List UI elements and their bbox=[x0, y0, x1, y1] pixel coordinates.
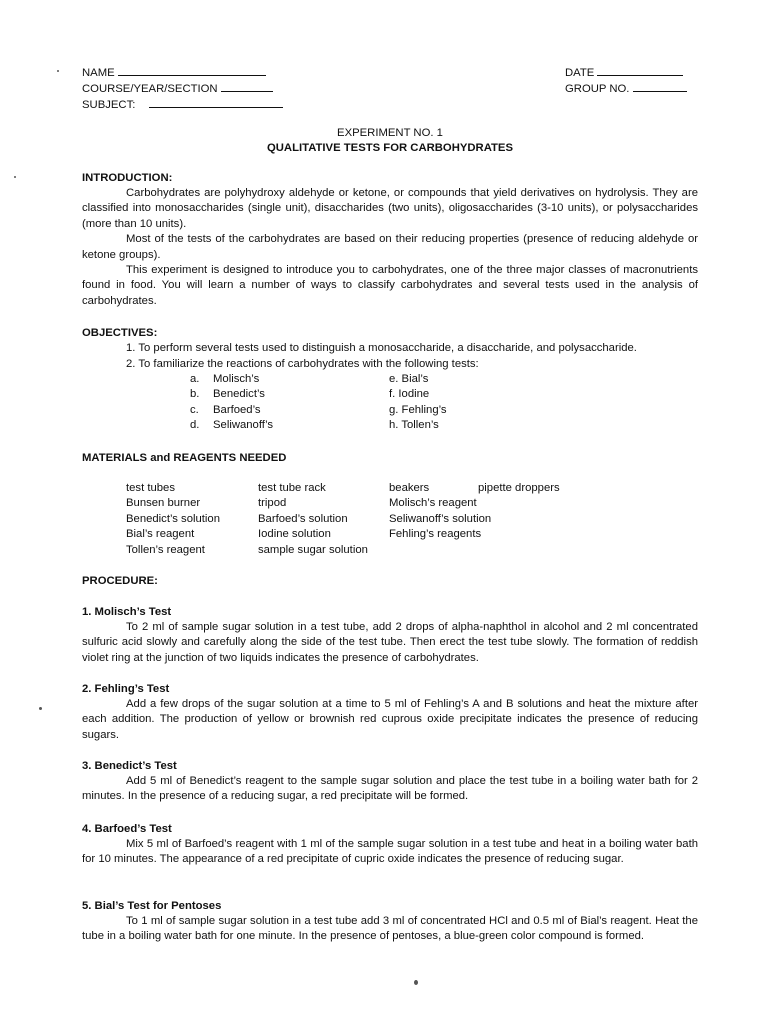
materials-col-4 bbox=[478, 481, 560, 496]
scan-speck bbox=[39, 707, 42, 710]
date-field bbox=[565, 64, 683, 81]
material-item: test tube rack bbox=[258, 482, 326, 494]
test-description: Add a few drops of the sugar solution at a time to 5 ml of Fehling’s A and B solutions and heat the mixture after each addition. The production of yellow or brownish red cuprous oxide precipitate indicates the presence of reducing sugars. bbox=[82, 698, 698, 741]
date-label: DATE bbox=[565, 67, 595, 79]
intro-paragraph: Carbohydrates are polyhydroxy aldehyde or ketone, or compounds that yield derivatives on hydrolysis. They are classified into monosaccharides (single unit), disaccharides (two units), oligosaccharides (3-10 units), or polysaccharides (more than 10 units). bbox=[82, 187, 698, 230]
introduction-body bbox=[82, 186, 698, 309]
subject-field bbox=[82, 96, 283, 113]
material-item: pipette droppers bbox=[478, 482, 560, 494]
material-item: beakers bbox=[389, 482, 430, 494]
material-item: sample sugar solution bbox=[258, 543, 368, 556]
material-item: Bunsen burner bbox=[126, 497, 201, 510]
date-blank bbox=[597, 64, 683, 76]
course-label: COURSE/YEAR/SECTION bbox=[82, 83, 218, 95]
test-title: 2. Fehling’s Test bbox=[82, 683, 170, 695]
test-item: b. Benedict’s bbox=[190, 388, 265, 401]
procedure-heading: PROCEDURE: bbox=[82, 575, 158, 587]
intro-paragraph: Most of the tests of the carbohydrates are based on their reducing properties (presence of reducing aldehyde or ketone groups). bbox=[82, 233, 698, 261]
material-item: test tubes bbox=[126, 482, 175, 494]
material-item: Seliwanoff’s solution bbox=[389, 512, 492, 525]
test-description: To 2 ml of sample sugar solution in a test tube, add 2 drops of alpha-naphthol in alcohol and 2 ml concentrated sulfuric acid slowly and carefully along the side of the test tube. Then erect the test tube slowly. The formation of reddish violet ring at the junction of two liquids indicates the presence of carbohydrates. bbox=[82, 621, 698, 664]
test-title: 4. Barfoed’s Test bbox=[82, 823, 172, 835]
material-item: Barfoed’s solution bbox=[258, 512, 348, 525]
name-field bbox=[82, 64, 266, 81]
test-description: Mix 5 ml of Barfoed’s reagent with 1 ml of the sample sugar solution in a test tube and heat in a boiling water bath for 10 minutes. The appearance of a red precipitate of cupric oxide indicates the presence of reducing sugar. bbox=[82, 838, 698, 866]
material-item: tripod bbox=[258, 497, 287, 510]
test-title: 5. Bial’s Test for Pentoses bbox=[82, 900, 222, 912]
name-label: NAME bbox=[82, 67, 115, 79]
material-item: Iodine solution bbox=[258, 528, 331, 541]
materials-col-3 bbox=[389, 481, 491, 543]
test-item: g. Fehling’s bbox=[389, 403, 447, 416]
introduction-heading: INTRODUCTION: bbox=[82, 172, 173, 184]
scan-speck bbox=[414, 980, 418, 985]
objectives-heading: OBJECTIVES: bbox=[82, 327, 158, 339]
test-item: d. Seliwanoff’s bbox=[190, 419, 274, 432]
materials-heading: MATERIALS and REAGENTS NEEDED bbox=[82, 452, 287, 464]
scan-speck bbox=[14, 176, 16, 178]
test-item: h. Tollen’s bbox=[389, 419, 439, 432]
page-title: QUALITATIVE TESTS FOR CARBOHYDRATES bbox=[266, 142, 514, 154]
material-item: Molisch’s reagent bbox=[389, 497, 477, 510]
test-description: To 1 ml of sample sugar solution in a test tube add 3 ml of concentrated HCl and 0.5 ml of Bial’s reagent. Heat the tube in a boiling water bath for one minute. In the presence of pentoses, a blue-green color compound is formed. bbox=[82, 915, 698, 943]
material-item: Fehling’s reagents bbox=[389, 528, 482, 541]
test-item: a. Molisch’s bbox=[190, 373, 260, 385]
course-field bbox=[82, 80, 273, 97]
course-blank bbox=[221, 80, 273, 92]
scan-speck bbox=[57, 70, 59, 72]
materials-col-2 bbox=[258, 481, 368, 558]
test-item: e. Bial’s bbox=[389, 373, 429, 385]
test-title: 1. Molisch’s Test bbox=[82, 606, 172, 618]
experiment-number: EXPERIMENT NO. 1 bbox=[337, 127, 443, 139]
intro-paragraph: This experiment is designed to introduce you to carbohydrates, one of the three major classes of macronutrients found in food. You will learn a number of ways to classify carbohydrates and several tests used in the analysis of carbohydrates. bbox=[82, 264, 698, 307]
materials-col-1 bbox=[126, 481, 220, 558]
subject-label: SUBJECT: bbox=[82, 99, 136, 111]
group-label: GROUP NO. bbox=[565, 83, 630, 95]
tests-list-right bbox=[389, 372, 447, 434]
name-blank bbox=[118, 64, 266, 76]
test-item: f. Iodine bbox=[389, 388, 430, 401]
test-description: Add 5 ml of Benedict’s reagent to the sample sugar solution and place the test tube in a boiling water bath for 2 minutes. In the presence of a reducing sugar, a red precipitate will be formed. bbox=[82, 775, 698, 803]
objective-item: 2. To familiarize the reactions of carbohydrates with the following tests: bbox=[126, 358, 479, 370]
group-field bbox=[565, 80, 687, 97]
group-blank bbox=[633, 80, 687, 92]
subject-blank bbox=[149, 96, 283, 108]
tests-list-left bbox=[190, 372, 273, 434]
test-item: c. Barfoed’s bbox=[190, 403, 261, 416]
test-title: 3. Benedict’s Test bbox=[82, 760, 177, 772]
material-item: Benedict’s solution bbox=[126, 512, 220, 525]
material-item: Bial’s reagent bbox=[126, 528, 195, 541]
material-item: Tollen’s reagent bbox=[126, 543, 205, 556]
objective-item: 1. To perform several tests used to distinguish a monosaccharide, a disaccharide, and polysaccharide. bbox=[126, 342, 637, 354]
